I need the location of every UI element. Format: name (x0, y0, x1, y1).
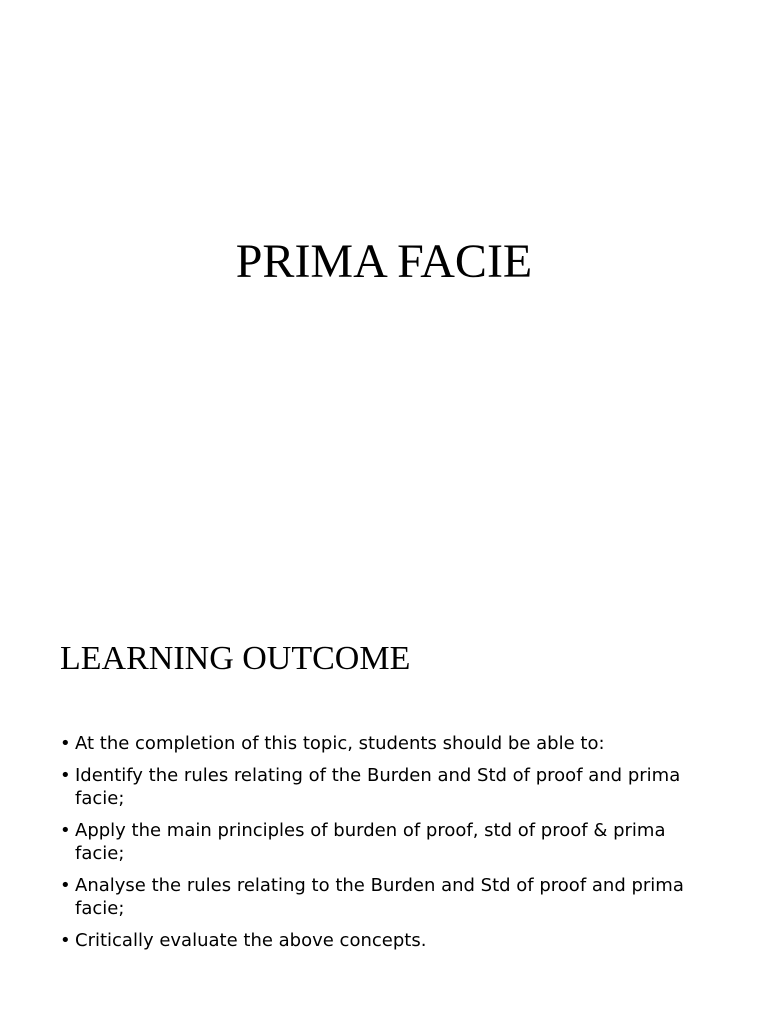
bullet-list (60, 732, 720, 961)
bullet-item: • Critically evaluate the above concepts. (60, 929, 720, 952)
slide-title: PRIMA FACIE (235, 235, 533, 288)
bullet-item: • Analyse the rules relating to the Burden and Std of proof and prima facie; (60, 874, 720, 920)
learning-outcome-slide (0, 576, 768, 1024)
bullet-item: • At the completion of this topic, students should be able to: (60, 732, 720, 755)
section-title: LEARNING OUTCOME (60, 640, 411, 677)
bullet-item: • Identify the rules relating of the Burden and Std of proof and prima facie; (60, 764, 720, 810)
bullet-item: • Apply the main principles of burden of proof, std of proof & prima facie; (60, 819, 720, 865)
